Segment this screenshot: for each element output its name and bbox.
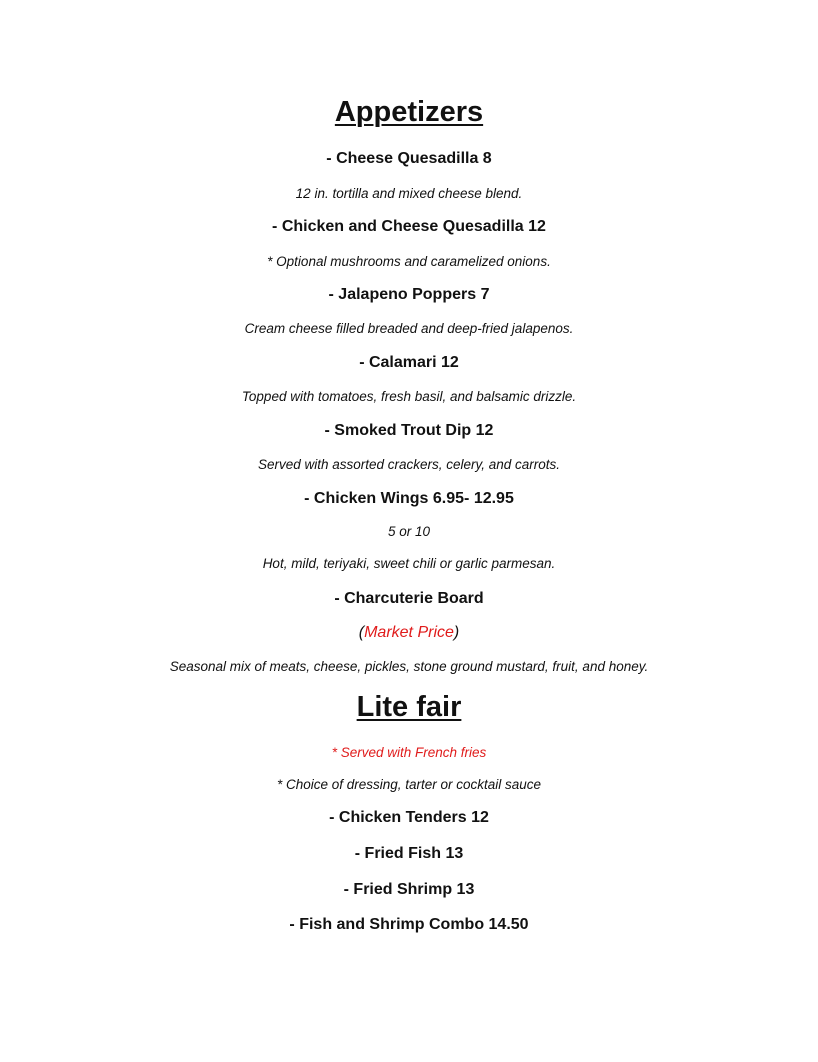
menu-item-name: - Jalapeno Poppers 7	[328, 286, 490, 303]
menu-item-name: - Cheese Quesadilla 8	[326, 150, 492, 167]
menu-item-name: - Charcuterie Board	[334, 590, 484, 607]
paren-close: )	[453, 624, 460, 641]
sauce-note: * Choice of dressing, tarter or cocktail sauce	[276, 777, 542, 792]
paren-open: (	[358, 624, 365, 641]
menu-item-name: - Fried Fish 13	[354, 845, 464, 862]
menu-item-name: - Chicken and Cheese Quesadilla 12	[272, 218, 546, 235]
menu-item-description: 12 in. tortilla and mixed cheese blend.	[295, 186, 523, 201]
menu-item-name: - Calamari 12	[359, 354, 459, 371]
menu-item-description: Seasonal mix of meats, cheese, pickles, stone ground mustard, fruit, and honey.	[169, 659, 649, 674]
menu-item-name: - Chicken Wings 6.95- 12.95	[304, 490, 514, 507]
menu-item-name: - Chicken Tenders 12	[329, 809, 489, 826]
menu-item-name: - Fried Shrimp 13	[343, 881, 475, 898]
lite-fair-heading: Lite fair	[356, 691, 462, 723]
menu-item-description: * Optional mushrooms and caramelized onions.	[267, 254, 551, 269]
appetizers-heading: Appetizers	[334, 96, 484, 128]
fries-note: * Served with French fries	[331, 745, 487, 760]
menu-item-description: Topped with tomatoes, fresh basil, and balsamic drizzle.	[241, 389, 577, 404]
menu-item-portion: 5 or 10	[387, 524, 431, 539]
menu-item-description: Cream cheese filled breaded and deep-fried jalapenos.	[244, 321, 574, 336]
market-price-note	[0, 624, 818, 642]
menu-item-name: - Smoked Trout Dip 12	[324, 422, 494, 439]
menu-item-description: Hot, mild, teriyaki, sweet chili or garlic parmesan.	[262, 556, 556, 571]
menu-item-name: - Fish and Shrimp Combo 14.50	[289, 916, 529, 933]
menu-item-description: Served with assorted crackers, celery, and carrots.	[257, 457, 561, 472]
market-price-label: Market Price	[364, 624, 454, 641]
